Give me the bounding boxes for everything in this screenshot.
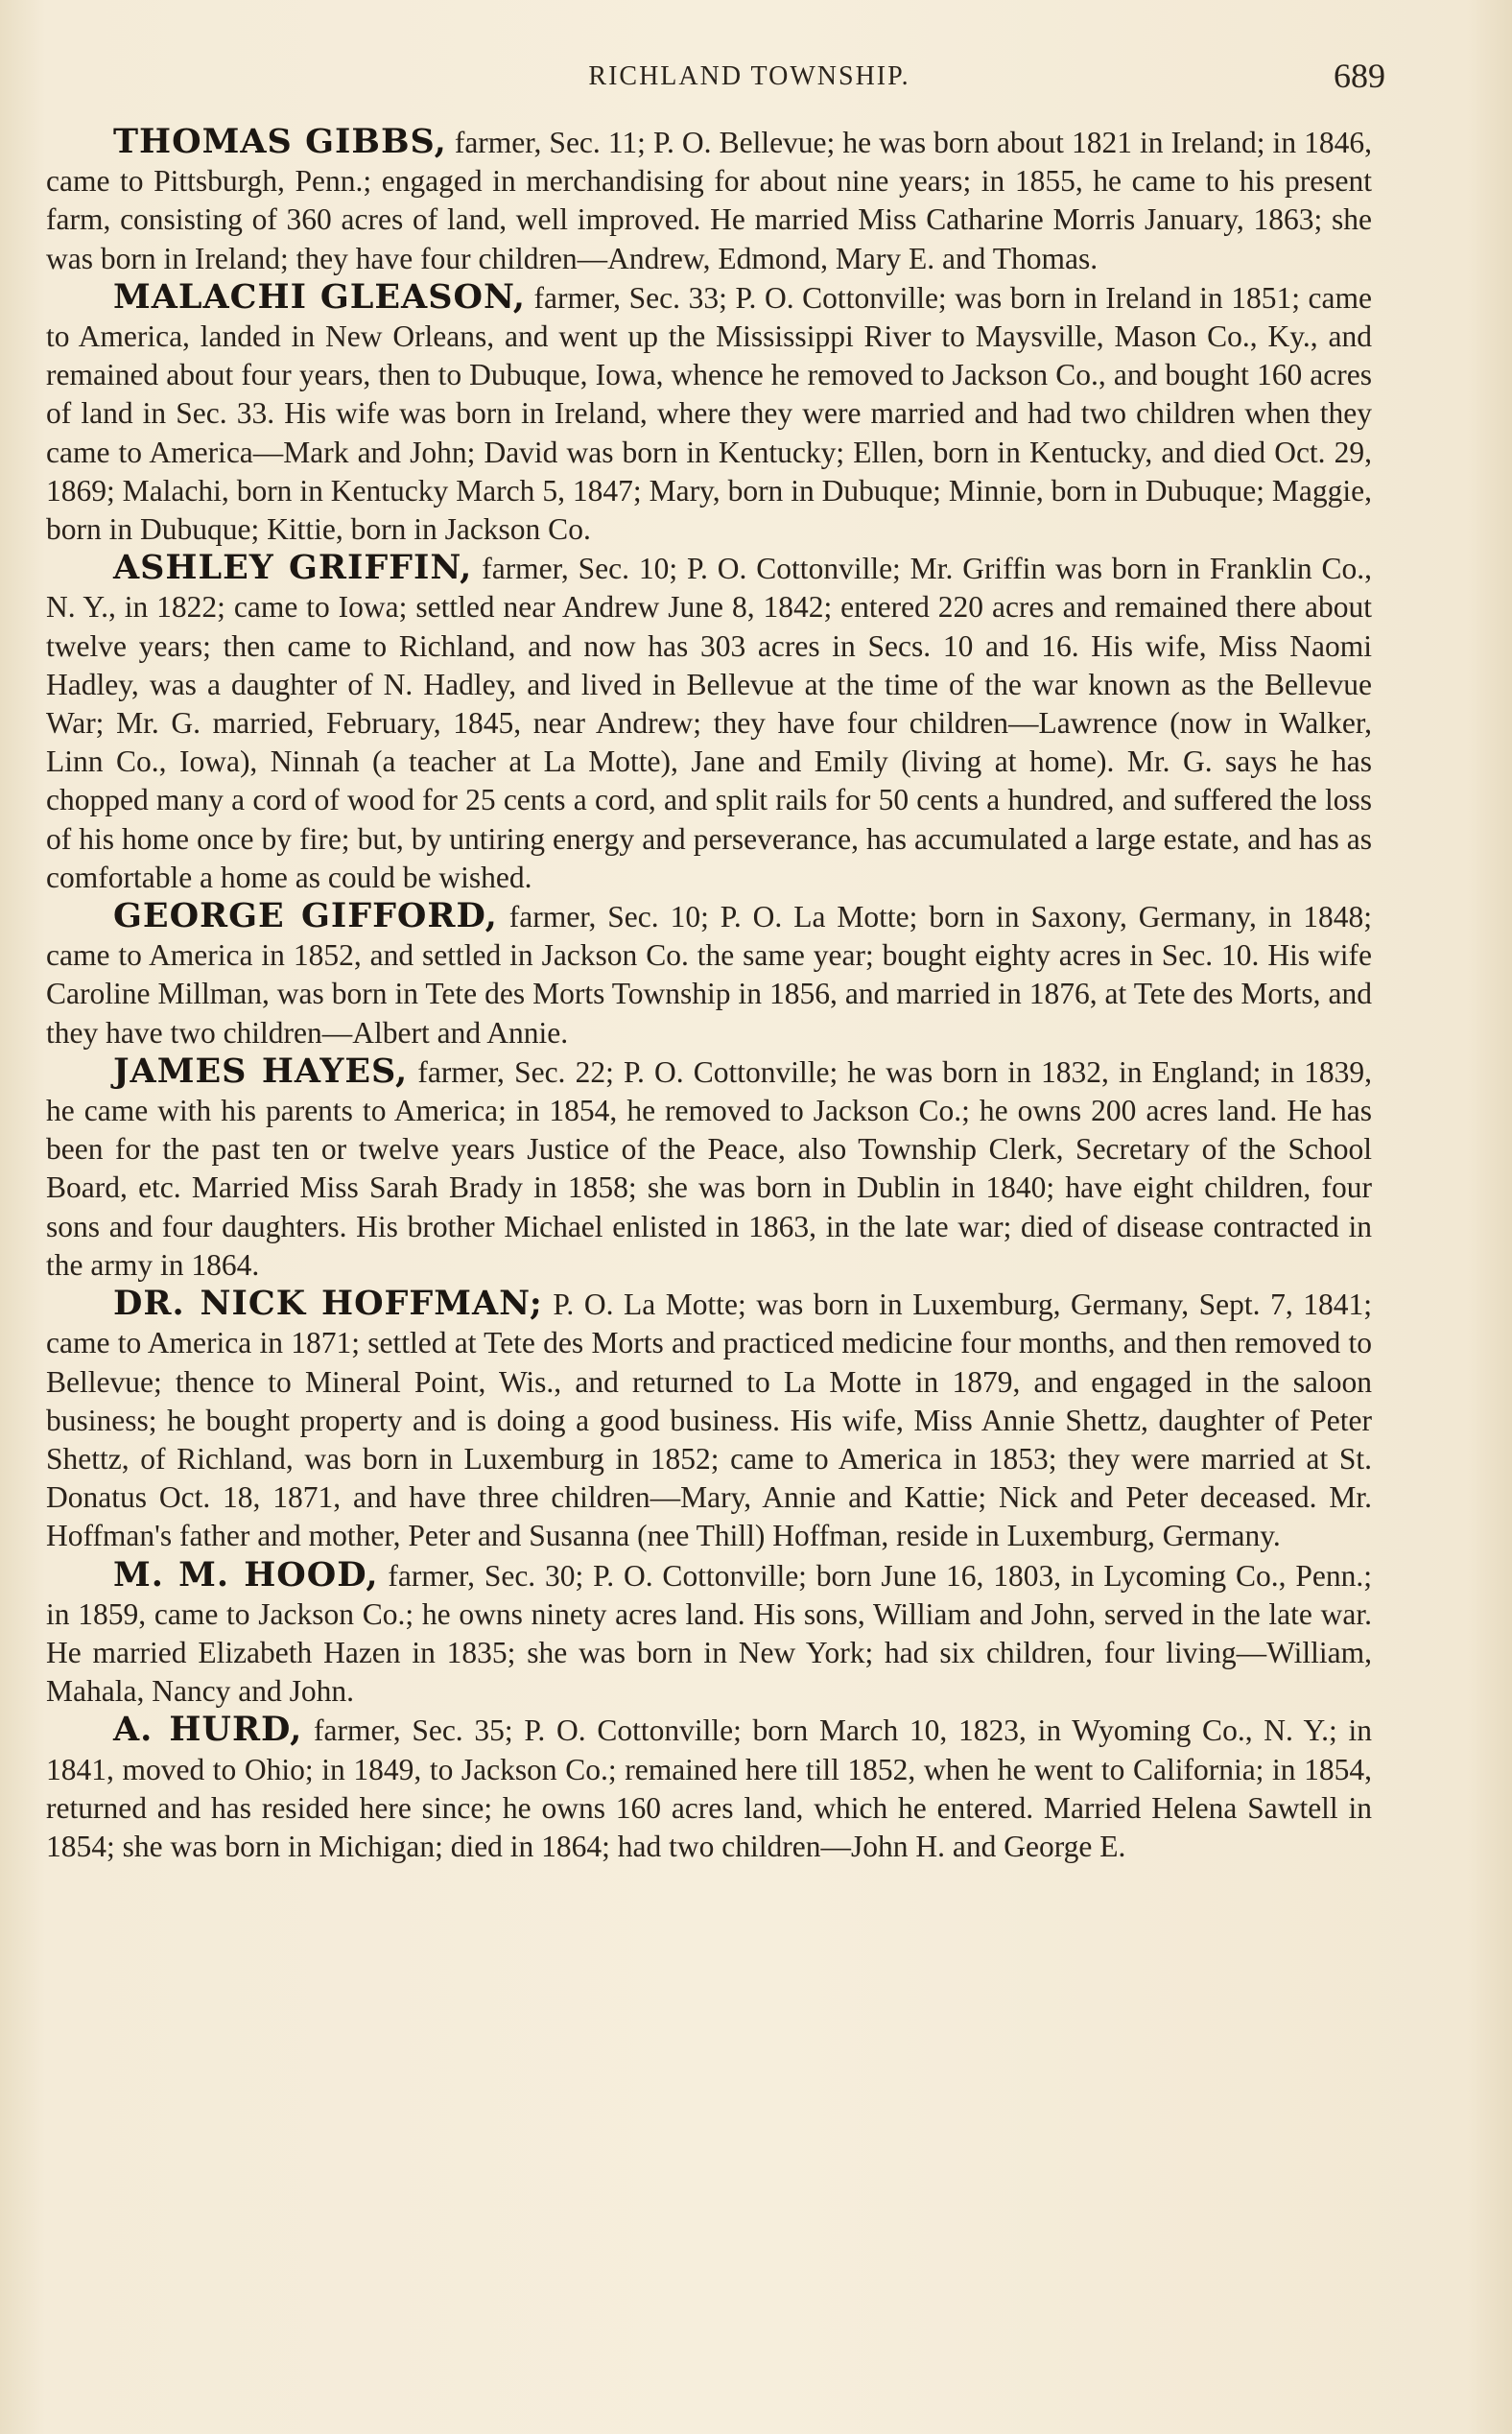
entry-name: M. M. HOOD,: [113, 1554, 379, 1595]
entry-text: farmer, Sec. 10; P. O. Cottonville; Mr. Griffin was born in Franklin Co., N. Y., in 1822; came to Iowa; settled near Andrew June 8, 1842; entered 220 acres and remained there about twelve years; then came to Richland, and now has 303 acres in Secs. 10 and 16. His wife, Miss Naomi Hadley, was a daughter of N. Hadley, and lived in Bellevue at the time of the war known as the Bellevue War; Mr. G. married, February, 1845, near Andrew; they have four children—Lawrence (now in Walker, Linn Co., Iowa), Ninnah (a teacher at La Motte), Jane and Emily (living at home). Mr. G. says he has chopped many a cord of wood for 25 cents a cord, and split rails for 50 cents a hundred, and suffered the loss of his home once by fire; but, by untiring energy and perseverance, has accumulated a large estate, and has as comfortable a home as could be wished.: [46, 552, 1372, 894]
biography-entry: [46, 278, 1372, 549]
entry-name: DR. NICK HOFFMAN;: [113, 1284, 543, 1324]
biography-entry: [46, 549, 1372, 897]
entry-text: farmer, Sec. 10; P. O. La Motte; born in Saxony, Germany, in 1848; came to America in 1852, and settled in Jackson Co. the same year; bought eighty acres in Sec. 10. His wife Caroline Millman, was born in Tete des Morts Township in 1856, and married in 1876, at Tete des Morts, and they have two children—Albert and Annie.: [46, 900, 1373, 1050]
entry-text: farmer, Sec. 22; P. O. Cottonville; he was born in 1832, in England; in 1839, he came with his parents to America; in 1854, he removed to Jackson Co.; he owns 200 acres land. He has been for the past ten or twelve years Justice of the Peace, also Township Clerk, Secretary of the School Board, etc. Married Miss Sarah Brady in 1858; she was born in Dublin in 1840; have eight children, four sons and four daughters. His brother Michael enlisted in 1863, in the late war; died of disease contracted in the army in 1864.: [46, 1054, 1372, 1282]
entry-name: A. HURD,: [113, 1710, 303, 1750]
page-title: RICHLAND TOWNSHIP.: [588, 61, 910, 91]
biography-entry: [46, 1711, 1372, 1866]
biography-entry: [46, 1556, 1372, 1712]
entry-text: P. O. La Motte; was born in Luxemburg, Germany, Sept. 7, 1841; came to America in 1871; settled at Tete des Morts and practiced medicine four months, and then removed to Bellevue; thence to Mineral Point, Wis., and returned to La Motte in 1879, and engaged in the saloon business; he bought property and is doing a good business. His wife, Miss Annie Shettz, daughter of Peter Shettz, of Richland, was born in Luxemburg in 1852; came to America in 1853; they were married at St. Donatus Oct. 18, 1871, and have three children—Mary, Annie and Kattie; Nick and Peter deceased. Mr. Hoffman's father and mother, Peter and Susanna (nee Thill) Hoffman, reside in Luxemburg, Germany.: [46, 1288, 1372, 1553]
entry-name: ASHLEY GRIFFIN,: [113, 548, 473, 588]
entry-name: JAMES HAYES,: [113, 1051, 409, 1091]
entry-text: farmer, Sec. 30; P. O. Cottonville; born June 16, 1803, in Lycoming Co., Penn.; in 1859, came to Jackson Co.; he owns ninety acres land. His sons, William and John, served in the late war. He married Elizabeth Hazen in 1835; she was born in New York; had six children, four living—William, Mahala, Nancy and John.: [46, 1558, 1372, 1709]
biography-entry: [46, 1285, 1372, 1555]
entry-text: farmer, Sec. 33; P. O. Cottonville; was born in Ireland in 1851; came to America, landed in New Orleans, and went up the Mississippi River to Maysville, Mason Co., Ky., and remained about four years, then to Dubuque, Iowa, whence he removed to Jackson Co., and bought 160 acres of land in Sec. 33. His wife was born in Ireland, where they were married and had two children when they came to America—Mark and John; David was born in Kentucky; Ellen, born in Kentucky, and died Oct. 29, 1869; Malachi, born in Kentucky March 5, 1847; Mary, born in Dubuque; Minnie, born in Dubuque; Maggie, born in Dubuque; Kittie, born in Jackson Co.: [46, 280, 1372, 547]
entry-text: farmer, Sec. 35; P. O. Cottonville; born March 10, 1823, in Wyoming Co., N. Y.; in 1841, moved to Ohio; in 1849, to Jackson Co.; remained here till 1852, when he went to California; in 1854, returned and has resided here since; he owns 160 acres land, which he entered. Married Helena Sawtell in 1854; she was born in Michigan; died in 1864; had two children—John H. and George E.: [46, 1713, 1372, 1863]
running-head: [113, 56, 1385, 104]
entry-name: THOMAS GIBBS,: [113, 122, 447, 161]
biography-entry: [46, 123, 1372, 278]
entry-name: MALACHI GLEASON,: [113, 276, 526, 317]
entry-name: GEORGE GIFFORD,: [113, 896, 498, 936]
biography-column: [46, 123, 1372, 1866]
biography-entry: [46, 1052, 1372, 1285]
entry-text: farmer, Sec. 11; P. O. Bellevue; he was born about 1821 in Ireland; in 1846, came to Pittsburgh, Penn.; engaged in merchandising for about nine years; in 1855, he came to his present farm, consisting of 360 acres of land, well improved. He married Miss Catharine Morris January, 1863; she was born in Ireland; they have four children—Andrew, Edmond, Mary E. and Thomas.: [46, 126, 1372, 275]
biography-entry: [46, 897, 1372, 1052]
page-number: 689: [1334, 57, 1385, 95]
